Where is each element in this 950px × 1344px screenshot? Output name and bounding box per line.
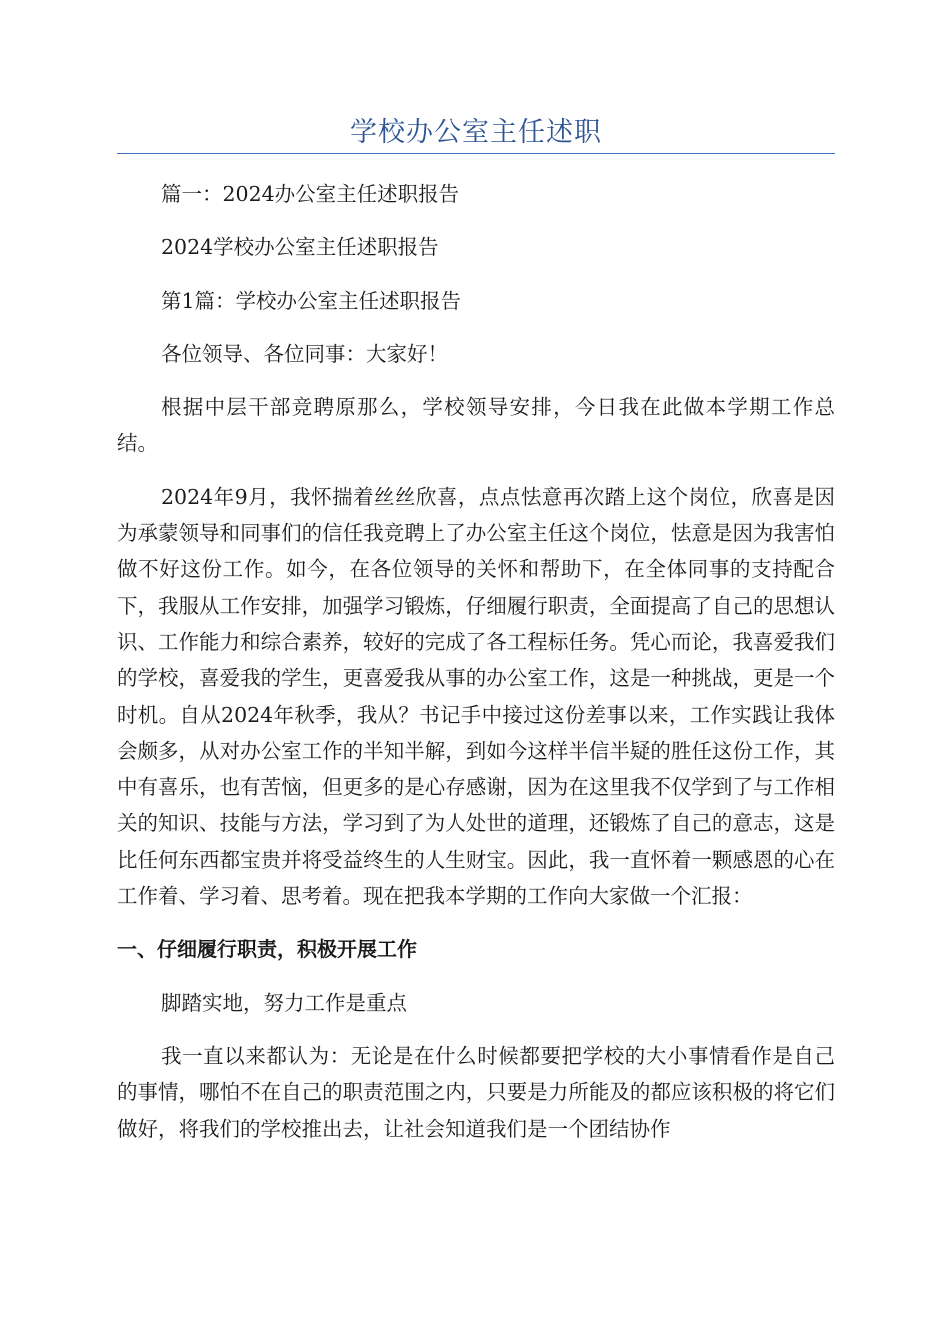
salutation: 各位领导、各位同事：大家好！ <box>161 341 448 366</box>
document-body <box>117 176 835 1147</box>
section-heading: 一、仔细履行职责，积极开展工作 <box>117 937 417 962</box>
sub-heading: 脚踏实地，努力工作是重点 <box>161 990 407 1015</box>
paragraph-main: 2024年9月，我怀揣着丝丝欣喜，点点怯意再次踏上这个岗位，欣喜是因为承蒙领导和同事们的信任我竞聘上了办公室主任这个岗位，怯意是因为我害怕做不好这份工作。如今，在各位领导的关怀和帮助下，在全体同事的支持配合下，我服从工作安排，加强学习锻炼，仔细履行职责，全面提高了自己的思想认识、工作能力和综合素养，较好的完成了各工程标任务。凭心而论，我喜爱我们的学校，喜爱我的学生，更喜爱我从事的办公室工作，这是一种挑战，更是一个时机。自从2024年秋季，我从？书记手中接过这份差事以来，工作实践让我体会颇多，从对办公室工作的半知半解，到如今这样半信半疑的胜任这份工作，其中有喜乐，也有苦恼，但更多的是心存感谢，因为在这里我不仅学到了与工作相关的知识、技能与方法，学习到了为人处世的道理，还锻炼了自己的意志，这是比任何东西都宝贵并将受益终生的人生财宝。因此，我一直怀着一颗感恩的心在工作着、学习着、思考着。现在把我本学期的工作向大家做一个汇报： <box>117 484 835 909</box>
document-title: 学校办公室主任述职 <box>350 117 602 148</box>
title-underline <box>117 153 835 154</box>
paragraph-2: 2024学校办公室主任述职报告 <box>161 235 439 260</box>
paragraph-closing: 我一直以来都认为：无论是在什么时候都要把学校的大小事情看作是自己的事情，哪怕不在自己的职责范围之内，只要是力所能及的都应该积极的将它们做好，将我们的学校推出去，让社会知道我们是一个团结协作 <box>117 1043 835 1141</box>
paragraph-3: 第1篇：学校办公室主任述职报告 <box>161 288 462 313</box>
paragraph-intro: 根据中层干部竞聘原那么，学校领导安排，今日我在此做本学期工作总结。 <box>117 395 835 456</box>
paragraph-1: 篇一：2024办公室主任述职报告 <box>161 182 460 206</box>
